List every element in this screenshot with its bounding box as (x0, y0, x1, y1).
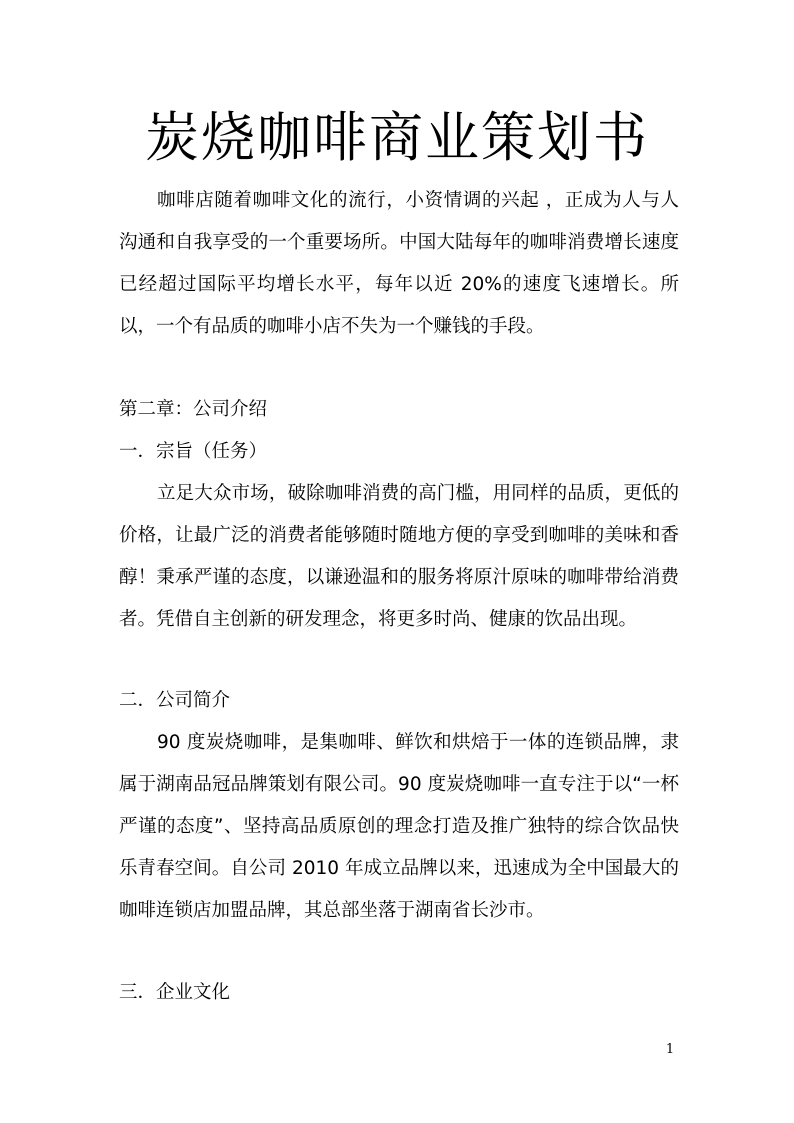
chapter-heading: 第二章：公司介绍 (119, 399, 268, 420)
section-body-company-profile: 90 度炭烧咖啡，是集咖啡、鲜饮和烘焙于一体的连锁品牌，隶属于湖南品冠品牌策划有限公司。90 度炭烧咖啡一直专注于以“一杯严谨的态度”、坚持高品质原创的理念打造及推广独特的综合饮品快乐青春空间。自公司 2010 年成立品牌以来，迅速成为全中国最大的咖啡连锁店加盟品牌，其总部坐落于湖南省长沙市。 (119, 732, 679, 921)
section-heading-corporate-culture: 三．企业文化 (119, 982, 231, 1003)
intro-paragraph: 咖啡店随着咖啡文化的流行，小资情调的兴起 ，正成为人与人沟通和自我享受的一个重要场所。中国大陆每年的咖啡消费增长速度已经超过国际平均增长水平，每年以近 20%的速度飞速增长。所以，一个有品质的咖啡小店不失为一个赚钱的手段。 (119, 190, 679, 337)
section-heading-company-profile: 二．公司简介 (119, 690, 231, 711)
section-body-mission: 立足大众市场，破除咖啡消费的高门槛，用同样的品质，更低的价格，让最广泛的消费者能够随时随地方便的享受到咖啡的美味和香醇！秉承严谨的态度，以谦逊温和的服务将原汁原味的咖啡带给消费者。凭借自主创新的研发理念，将更多时尚、健康的饮品出现。 (119, 483, 679, 630)
document-title: 炭烧咖啡商业策划书 (145, 106, 649, 169)
section-heading-mission: 一．宗旨（任务） (119, 441, 268, 462)
page-number: 1 (665, 1042, 675, 1057)
